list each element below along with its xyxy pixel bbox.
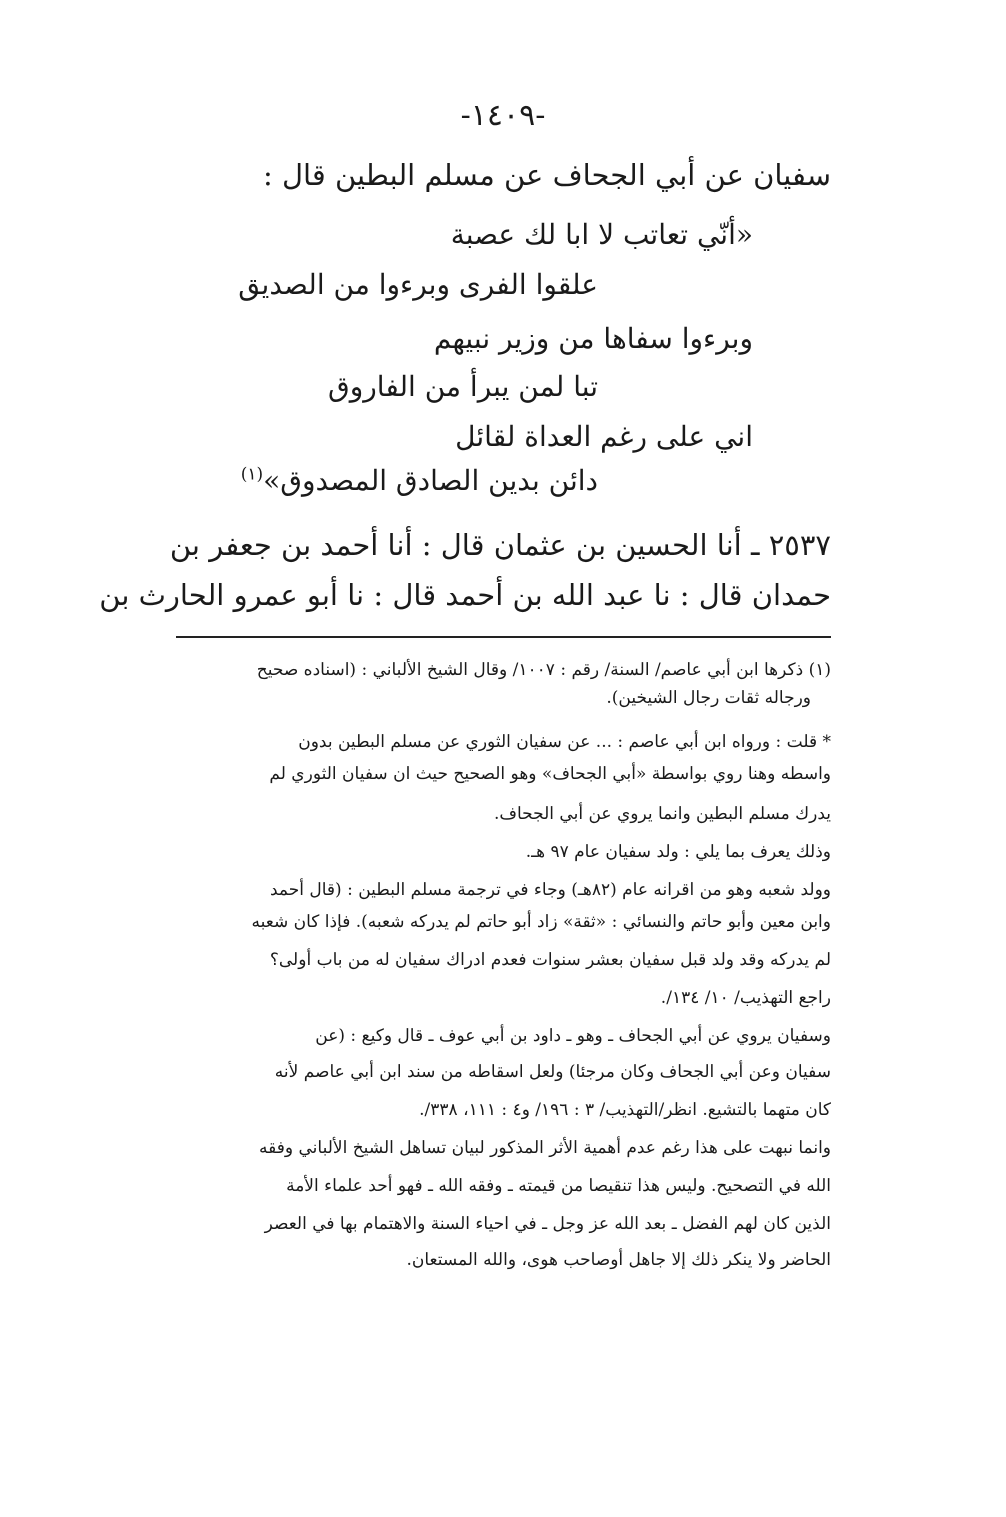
- footnote-line: * قلت : ورواه ابن أبي عاصم : ... عن سفيان الثوري عن مسلم البطين بدون: [298, 732, 831, 752]
- footnote-line: سفيان وعن أبي الجحاف وكان مرجئا) ولعل اسقاطه من سند ابن أبي عاصم لأنه: [274, 1062, 831, 1082]
- verse-line: «أنّي تعاتب لا ابا لك عصبة: [450, 218, 753, 251]
- footnote-line: وذلك يعرف بما يلي : ولد سفيان عام ٩٧ هـ.: [525, 842, 831, 862]
- verse-line-last: [241, 464, 598, 497]
- footnote-marker: (١): [240, 464, 264, 485]
- footnote-line: ورجاله ثقات رجال الشيخين).: [606, 688, 811, 708]
- hadith-line: ٢٥٣٧ ـ أنا الحسين بن عثمان قال : أنا أحمد بن جعفر بن: [169, 528, 831, 562]
- footnote-line: وولد شعبه وهو من اقرانه عام (٨٢هـ) وجاء في ترجمة مسلم البطين : (قال أحمد: [269, 880, 831, 900]
- footnote-line: (١) ذكرها ابن أبي عاصم/ السنة/ رقم : ١٠٠٧/ وقال الشيخ الألباني : (اسناده صحيح: [256, 660, 831, 680]
- footnote-line: الله في التصحيح. وليس هذا تنقيصا من قيمته ـ وفقه الله ـ فهو أحد علماء الأمة: [286, 1176, 831, 1196]
- footnote-line: راجع التهذيب/ ١٠/ ١٣٤/.: [660, 988, 831, 1008]
- footnote-line: الحاضر ولا ينكر ذلك إلا جاهل أوصاحب هوى، والله المستعان.: [406, 1250, 831, 1270]
- footnote-line: لم يدركه وقد ولد قبل سفيان بعشر سنوات فعدم ادراك سفيان له من باب أولى؟: [269, 950, 831, 970]
- verse-line: وبرءوا سفاها من وزير نبيهم: [433, 322, 753, 355]
- verse-line: علقوا الفرى وبرءوا من الصديق: [238, 268, 598, 301]
- verse-line: تبا لمن يبرأ من الفاروق: [328, 370, 598, 403]
- footnote-line: يدرك مسلم البطين وانما يروي عن أبي الجحاف.: [493, 804, 831, 824]
- footnote-line: الذين كان لهم الفضل ـ بعد الله عز وجل ـ في احياء السنة والاهتمام بها في العصر: [264, 1214, 831, 1234]
- verse-line: اني على رغم العداة لقائل: [455, 420, 753, 453]
- footnote-line: وسفيان يروي عن أبي الجحاف ـ وهو ـ داود بن أبي عوف ـ قال وكيع : (عن: [315, 1026, 831, 1046]
- intro-line: سفيان عن أبي الجحاف عن مسلم البطين قال :: [263, 158, 831, 192]
- footnote-line: كان متهما بالتشيع. انظر/التهذيب/ ٣ : ١٩٦/ و٤ : ١١١، ٣٣٨/.: [419, 1100, 831, 1120]
- footnote-line: وابن معين وأبو حاتم والنسائي : «ثقة» زاد أبو حاتم لم يدركه شعبه). فإذا كان شعبه: [251, 912, 831, 932]
- page-number: -١٤٠٩-: [460, 98, 546, 133]
- verse-text: دائن بدين الصادق المصدوق»: [263, 464, 598, 497]
- footnote-line: واسطه وهنا روي بواسطة «أبي الجحاف» وهو الصحيح حيث ان سفيان الثوري لم: [269, 764, 831, 784]
- footnote-line: وانما نبهت على هذا رغم عدم أهمية الأثر المذكور لبيان تساهل الشيخ الألباني وفقه: [259, 1138, 831, 1158]
- hadith-line: حمدان قال : نا عبد الله بن أحمد قال : نا أبو عمرو الحارث بن: [99, 578, 831, 612]
- footnote-separator: [176, 636, 831, 638]
